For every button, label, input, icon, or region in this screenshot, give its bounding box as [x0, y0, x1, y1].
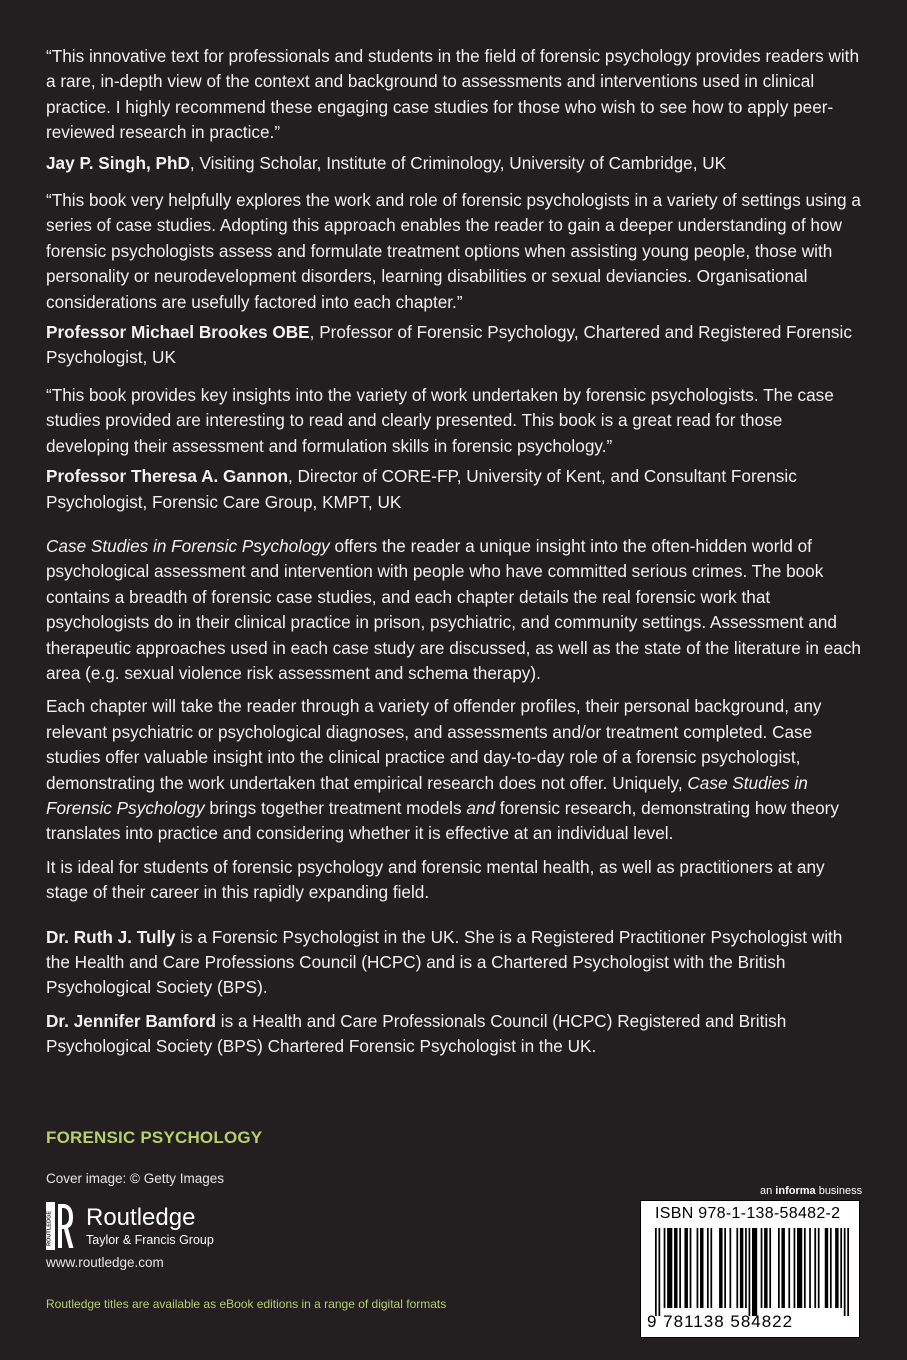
publisher-group: Taylor & Francis Group — [86, 1233, 214, 1247]
cover-image-credit: Cover image: © Getty Images — [46, 1171, 225, 1186]
routledge-vertical-text: ROUTLEDGE — [46, 1210, 53, 1246]
review-quote-1: “This innovative text for professionals and students in the field of forensic psychology provides readers with a rare, in-depth view of the context and background to assessments and interventions used in clinical practice. I highly recommend these engaging case studies for those who wish to see how to apply peer-reviewed research in practice.” — [46, 46, 860, 143]
publisher-website-link[interactable]: www.routledge.com — [46, 1255, 164, 1270]
isbn-barcode — [640, 1200, 860, 1338]
reviewer-affiliation-3: , Director of CORE-FP, University of Kent, and Consultant Forensic Psychologist, Forensic Care Group, KMPT, UK — [46, 466, 797, 512]
book-title-italic: Case Studies in Forensic Psychology — [46, 535, 330, 556]
review-attribution-3 — [46, 464, 861, 515]
description-paragraph-3: It is ideal for students of forensic psychology and forensic mental health, as well as practitioners at any stage of their career in this rapidly expanding field. — [46, 856, 825, 903]
review-quote-3: “This book provides key insights into the variety of work undertaken by forensic psychologists. The case studies provided are interesting to read and clearly presented. This book is a great read for those developing their assessment and formulation skills in forensic psychology.” — [46, 384, 834, 456]
review-attribution-2 — [46, 320, 861, 371]
informa-business-tag: an informa business — [760, 1185, 863, 1197]
ebook-availability-note: Routledge titles are available as eBook editions in a range of digital formats — [46, 1297, 447, 1311]
reviewer-name-3: Professor Theresa A. Gannon — [46, 466, 288, 487]
description-paragraph-2: Each chapter will take the reader through a variety of offender profiles, their personal background, any relevant psychiatric or psychological diagnoses, and assessments and/or treatment completed. Case studies offer valuable insight into the clinical practice and day-to-day role of a forensic psychologist, demonstrating the work undertaken that empirical research does not offer. Uniquely, Case Studies in Forensic Psychology brings together treatment models and forensic research, demonstrating how theory translates into practice and considering whether it is effective at an individual level. — [46, 696, 839, 844]
book-title-italic: Case Studies in Forensic Psychology — [46, 772, 808, 818]
author-bio-2: Dr. Jennifer Bamford is a Health and Care Professionals Council (HCPC) Registered and British Psychological Society (BPS) Chartered Forensic Psychologist in the UK. — [46, 1010, 787, 1057]
review-attribution-1 — [46, 151, 861, 176]
barcode-digits: 9 781138 584822 — [647, 1312, 794, 1331]
routledge-logo-icon — [46, 1202, 74, 1250]
author-name-2: Dr. Jennifer Bamford — [46, 1010, 217, 1031]
reviewer-name-2: Professor Michael Brookes OBE — [46, 322, 310, 343]
author-bio-1: Dr. Ruth J. Tully is a Forensic Psychologist in the UK. She is a Registered Practitioner Psychologist with the Health and Care Professions Council (HCPC) and is a Chartered Psychologist with the British Psychological Society (BPS). — [46, 926, 843, 998]
review-quote-2: “This book very helpfully explores the work and role of forensic psychologists in a variety of settings using a series of case studies. Adopting this approach enables the reader to gain a deeper understanding of how forensic psychologists assess and formulate treatment options when assisting young people, those with personality or neurodevelopment disorders, learning disabilities or sexual deviancies. Organisational considerations are usefully factored into each chapter.” — [46, 190, 861, 312]
reviewer-affiliation-1: , Visiting Scholar, Institute of Criminology, University of Cambridge, UK — [189, 152, 727, 173]
barcode-bars — [655, 1228, 849, 1316]
isbn-label: ISBN 978-1-138-58482-2 — [655, 1205, 841, 1222]
publisher-name: Routledge — [86, 1204, 196, 1231]
subject-category: FORENSIC PSYCHOLOGY — [46, 1128, 263, 1147]
author-name-1: Dr. Ruth J. Tully — [46, 926, 176, 947]
reviewer-affiliation-2: , Professor of Forensic Psychology, Chartered and Registered Forensic Psychologist, UK — [46, 322, 852, 368]
reviewer-name-1: Jay P. Singh, PhD — [46, 152, 190, 173]
back-cover-text — [46, 44, 861, 1060]
description-paragraph-1: Case Studies in Forensic Psychology offers the reader a unique insight into the often-hidden world of psychological assessment and intervention with people who have committed serious crimes. The book contains a breadth of forensic case studies, and each chapter details the real forensic work that psychologists do in their clinical practice in prison, psychiatric, and community settings. Assessment and therapeutic approaches used in each case study are discussed, as well as the state of the literature in each area (e.g. sexual violence risk assessment and schema therapy). — [46, 535, 861, 683]
